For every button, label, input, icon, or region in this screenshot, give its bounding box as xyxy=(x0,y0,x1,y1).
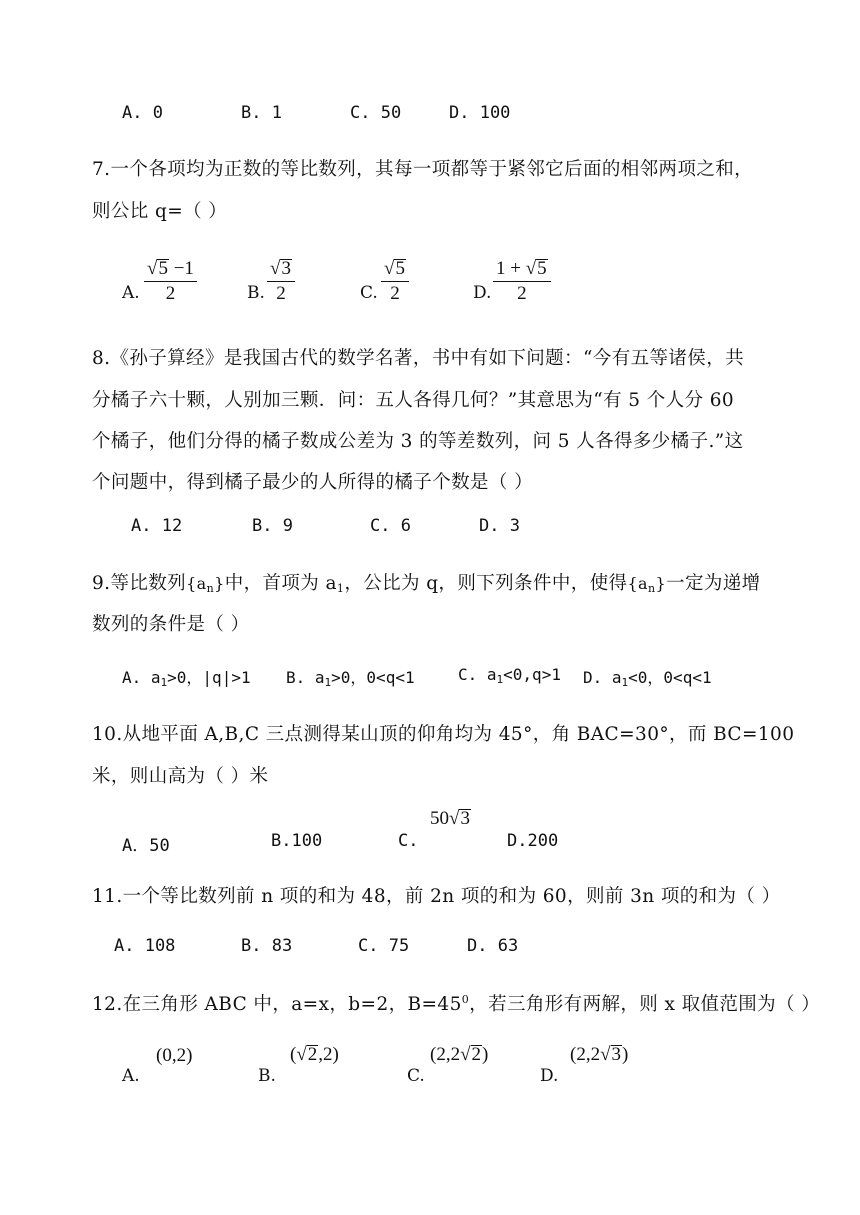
q7-d-head: 1 + xyxy=(496,258,526,279)
q7-b-denominator: 2 xyxy=(276,283,286,304)
q9-stem-part-c: ，公比为 q，则下列条件中，使得 xyxy=(344,573,628,594)
q12-option-c-label: C. xyxy=(407,1066,425,1086)
q8-option-c: C. 6 xyxy=(370,516,411,536)
q10-option-a: A．50 xyxy=(122,836,170,856)
q7-c-radicand: 5 xyxy=(395,258,405,279)
q7-option-b-label: B. xyxy=(247,283,265,303)
q11-option-a: A. 108 xyxy=(114,936,176,956)
q7-option-d-fraction: $\frac{1 + √5}{2}$ xyxy=(493,258,551,306)
q7-d-denominator: 2 xyxy=(517,283,527,304)
q11-option-b: B. 83 xyxy=(241,936,293,956)
q7-option-b-fraction: $\frac{√3}{2}$ xyxy=(267,258,295,306)
q10-option-c-value: 50√3 xyxy=(430,808,470,829)
q7-option-a-fraction: $\frac{√5 -1}{2}$ xyxy=(144,258,197,306)
q7-a-denominator: 2 xyxy=(165,283,176,304)
q12-option-a-label: A. xyxy=(122,1066,140,1086)
q7-d-radicand: 5 xyxy=(537,258,547,279)
q9-stem-line1 xyxy=(92,569,761,595)
q9-option-a: A. $a_1>0$，|q|>1 xyxy=(122,668,251,689)
q6-option-a: A. 0 xyxy=(122,103,163,123)
q9-seq-a2: $\{a_n\}$ xyxy=(627,574,667,595)
q9-stem-part-b: 中，首项为 a xyxy=(224,573,337,594)
q7-stem-line2: 则公比 q=（ ） xyxy=(92,201,228,222)
q6-option-b: B. 1 xyxy=(241,103,282,123)
q9-option-d: D. $a_1<0$，0<q<1 xyxy=(583,668,712,689)
q8-stem-line4: 个问题中，得到橘子最少的人所得的橘子个数是（ ） xyxy=(92,472,533,493)
q10-option-d: D.200 xyxy=(507,831,559,851)
q7-b-radicand: 3 xyxy=(281,258,291,279)
q8-option-d: D. 3 xyxy=(479,516,520,536)
q7-option-d-label: D. xyxy=(473,283,492,303)
q7-option-c-label: C. xyxy=(360,283,378,303)
q12-option-b-value: (√2,2) xyxy=(290,1044,339,1065)
q10-option-c-label: C. xyxy=(398,831,419,851)
q10-stem-line1: 10.从地平面 A,B,C 三点测得某山顶的仰角均为 45°，角 BAC=30°，而 BC=100 xyxy=(92,724,795,745)
q7-stem-line1: 7.一个各项均为正数的等比数列，其每一项都等于紧邻它后面的相邻两项之和， xyxy=(92,159,754,180)
q7-option-c-fraction: $\frac{√5}{2}$ xyxy=(381,258,409,306)
q8-stem-line3: 个橘子，他们分得的橘子数成公差为 3 的等差数列，问 5 人各得多少橘子.”这 xyxy=(92,431,744,452)
q8-option-a: A. 12 xyxy=(131,516,183,536)
q12-option-b-label: B. xyxy=(258,1066,276,1086)
q9-option-b: B. $a_1>0$，0<q<1 xyxy=(286,668,415,689)
q11-option-d: D. 63 xyxy=(467,936,519,956)
q11-stem-line1: 11.一个等比数列前 n 项的和为 48，前 2n 项的和为 60，则前 3n 项的和为（ ） xyxy=(92,886,781,907)
q7-c-denominator: 2 xyxy=(390,283,400,304)
q9-stem-part-d: 一定为递增 xyxy=(666,573,761,594)
q9-stem-sub-1: 1 xyxy=(336,582,345,595)
q9-stem-part-a: 9.等比数列 xyxy=(92,573,187,594)
q7-option-a-label: A. xyxy=(122,283,140,303)
q10-option-b: B.100 xyxy=(271,831,323,851)
q8-stem-line1: 8.《孙子算经》是我国古代的数学名著，书中有如下问题：“今有五等诸侯，共 xyxy=(92,348,745,369)
q9-option-c: C. $a_1<0,q>1$ xyxy=(458,665,561,686)
q12-option-d-value: (2,2√3) xyxy=(570,1044,629,1065)
q12-option-d-label: D. xyxy=(540,1066,559,1086)
q11-option-c: C. 75 xyxy=(358,936,410,956)
q7-a-radicand: 5 xyxy=(158,258,168,279)
q6-option-c: C. 50 xyxy=(350,103,402,123)
q8-stem-line2: 分橘子六十颗，人别加三颗．问：五人各得几何？”其意思为“有 5 个人分 60 xyxy=(92,390,735,411)
q12-option-a-value: (0,2) xyxy=(156,1045,193,1066)
q8-option-b: B. 9 xyxy=(252,516,293,536)
q6-option-d: D. 100 xyxy=(449,103,511,123)
q12-stem-line1: 12.在三角形 ABC 中，a=x，b=2，$B=45^0$，若三角形有两解，则 x 取值范围为（ ） xyxy=(92,993,821,1015)
q12-option-c-value: (2,2√2) xyxy=(430,1044,489,1065)
q9-seq-a1: $\{a_n\}$ xyxy=(186,574,225,595)
q7-a-tail: −1 xyxy=(168,258,194,279)
q10-stem-line2: 米，则山高为（ ）米 xyxy=(92,766,269,787)
q9-stem-line2: 数列的条件是（ ） xyxy=(92,614,250,635)
